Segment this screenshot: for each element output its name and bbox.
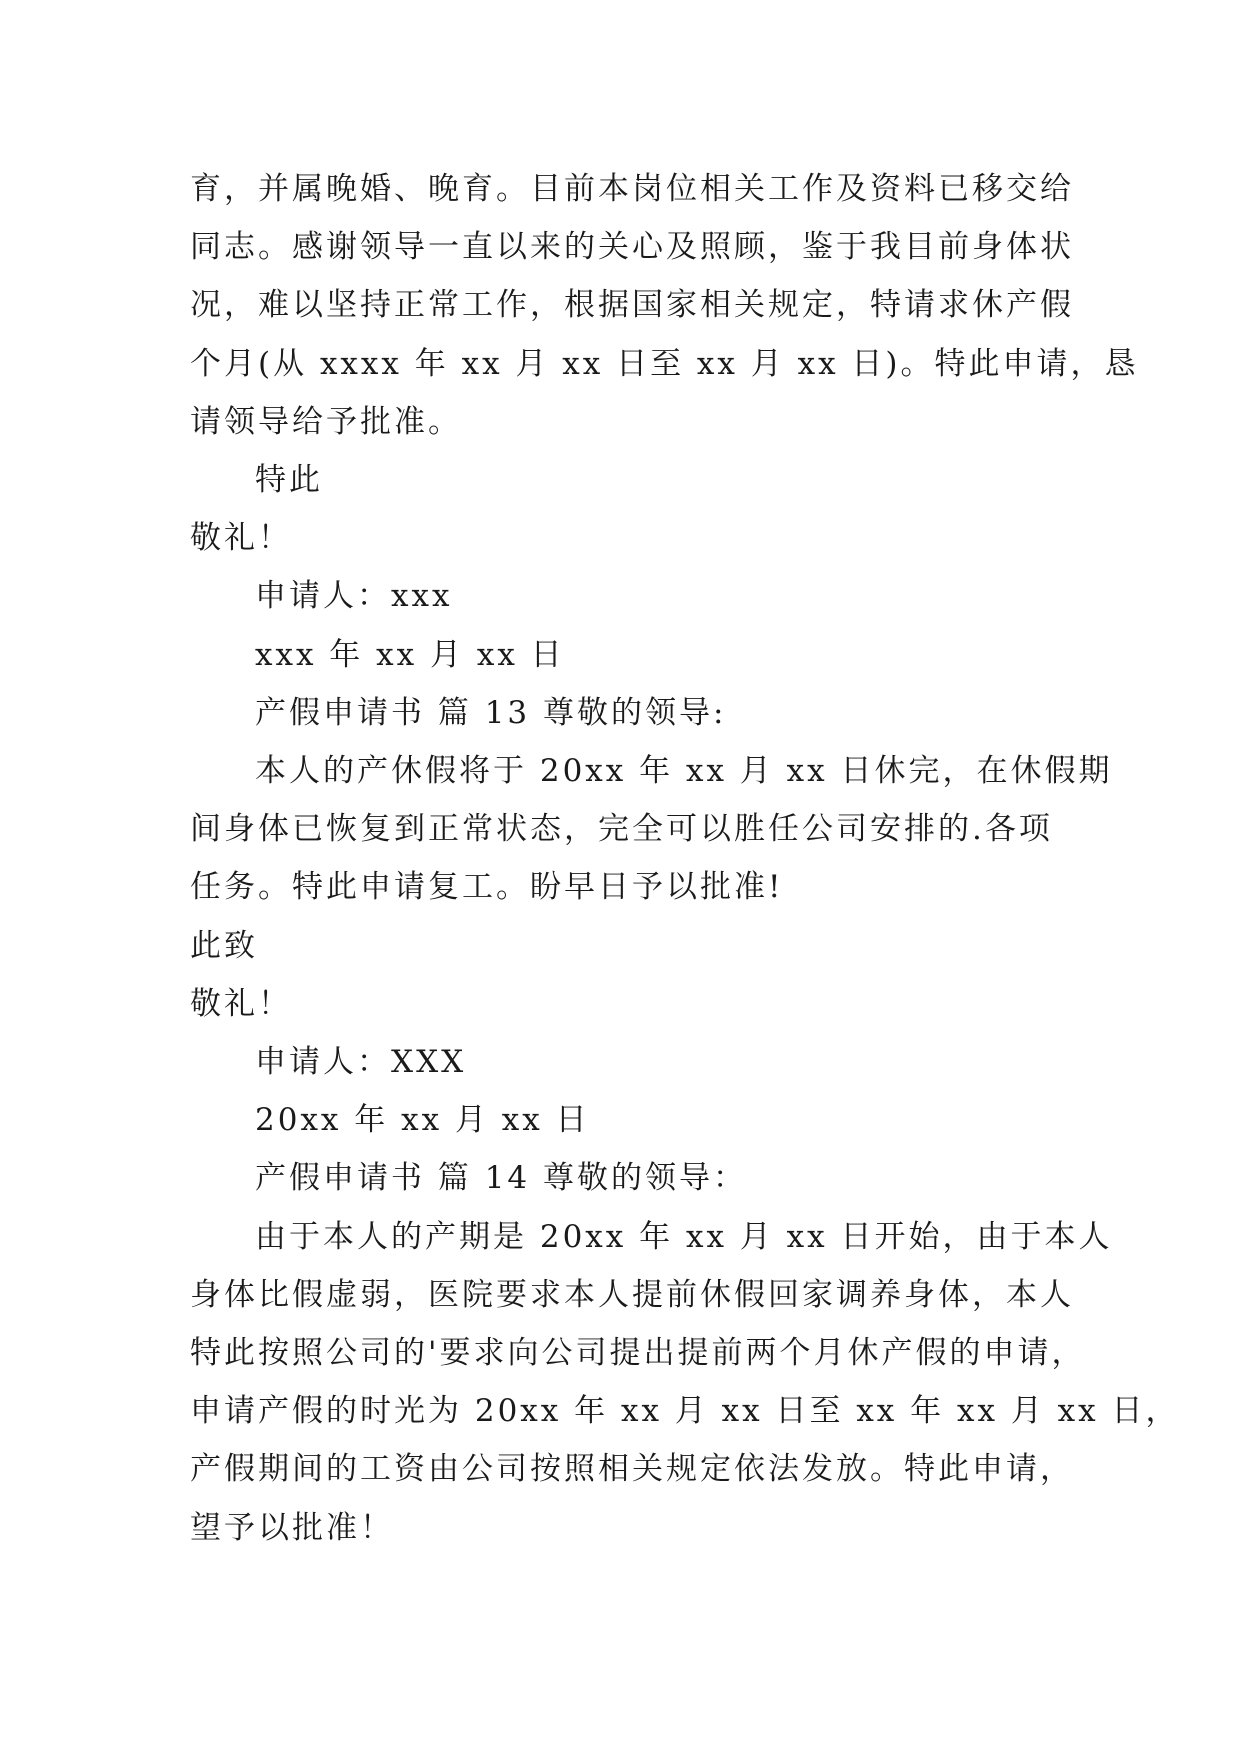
paragraph-line: 产假期间的工资由公司按照相关规定依法发放。特此申请， <box>190 1451 1074 1488</box>
paragraph-line: 望予以批准！ <box>190 1509 394 1546</box>
paragraph-line: 请领导给予批准。 <box>190 403 462 440</box>
applicant-signature: 申请人：xxx <box>255 578 453 615</box>
section-heading: 产假申请书 篇 14 尊敬的领导： <box>255 1160 748 1197</box>
closing-regards: 敬礼！ <box>190 520 292 557</box>
paragraph-line: 同志。感谢领导一直以来的关心及照顾，鉴于我目前身体状 <box>190 229 1074 266</box>
paragraph-line: 间身体已恢复到正常状态，完全可以胜任公司安排的.各项 <box>190 811 1053 848</box>
paragraph-line: 任务。特此申请复工。盼早日予以批准! <box>190 869 784 906</box>
applicant-signature: 申请人：XXX <box>255 1044 467 1081</box>
paragraph-line: 育，并属晚婚、晚育。目前本岗位相关工作及资料已移交给 <box>190 171 1074 207</box>
signature-date: 20xx 年 xx 月 xx 日 <box>255 1102 590 1139</box>
closing-regards: 敬礼！ <box>190 985 292 1022</box>
paragraph-line: 况，难以坚持正常工作，根据国家相关规定，特请求休产假 <box>190 287 1074 324</box>
paragraph-line: 身体比假虚弱，医院要求本人提前休假回家调养身体，本人 <box>190 1276 1074 1313</box>
paragraph-line: 由于本人的产期是 20xx 年 xx 月 xx 日开始，由于本人 <box>255 1218 1113 1255</box>
paragraph-line: 特此按照公司的'要求向公司提出提前两个月休产假的申请， <box>190 1335 1086 1372</box>
signature-date: xxx 年 xx 月 xx 日 <box>255 636 565 673</box>
closing-salutation: 特此 <box>255 462 323 499</box>
paragraph-line: 个月(从 xxxx 年 xx 月 xx 日至 xx 月 xx 日)。特此申请，恳 <box>190 345 1139 382</box>
section-heading: 产假申请书 篇 13 尊敬的领导: <box>255 694 727 731</box>
closing-salutation: 此致 <box>190 927 258 964</box>
paragraph-line: 申请产假的时光为 20xx 年 xx 月 xx 日至 xx 年 xx 月 xx 日， <box>190 1393 1180 1430</box>
paragraph-line: 本人的产休假将于 20xx 年 xx 月 xx 日休完，在休假期 <box>255 753 1113 790</box>
document-body <box>190 160 1180 1557</box>
